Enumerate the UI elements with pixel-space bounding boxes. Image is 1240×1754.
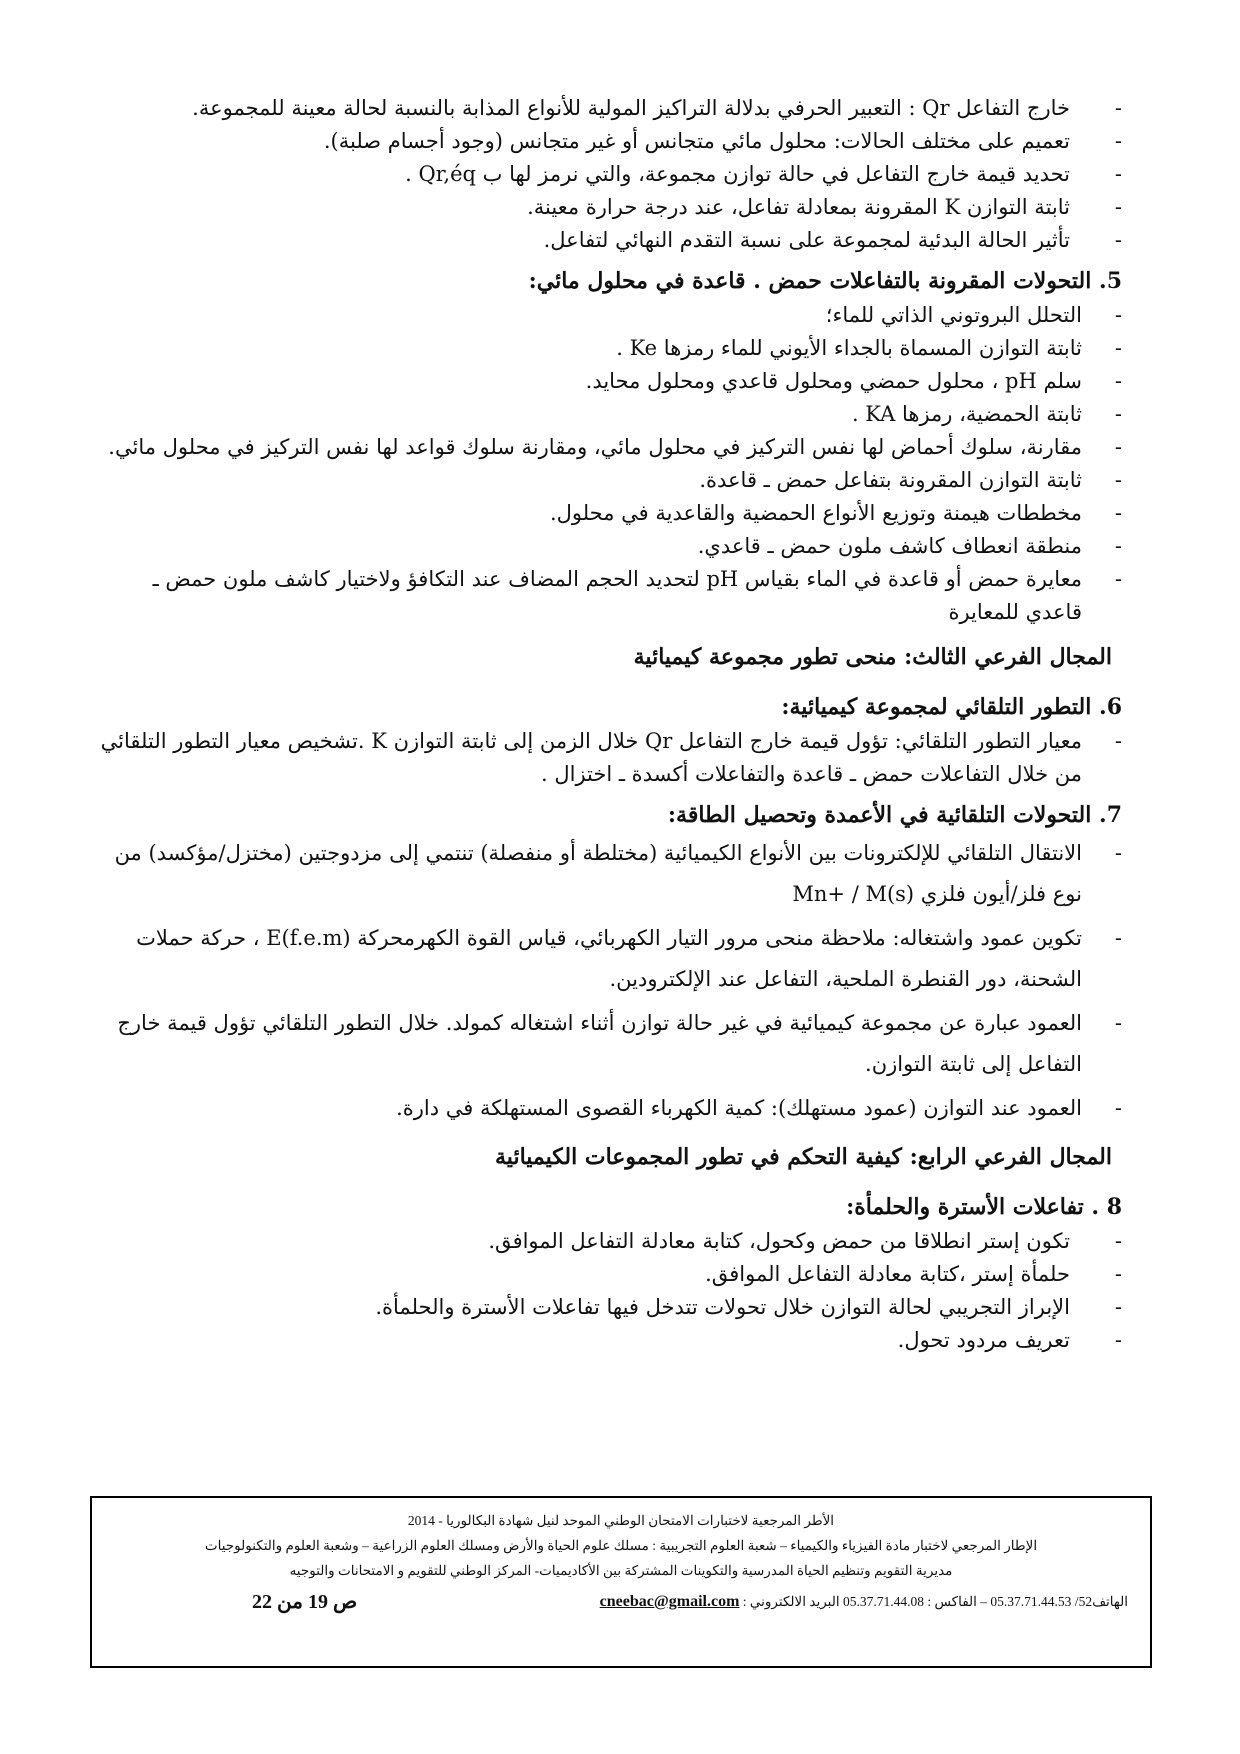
list-item: - العمود عبارة عن مجموعة كيميائية في غير حالة توازن أثناء اشتغاله كمولد. خلال التطور التلقائي تؤول قيمة خارج التفاعل إلى ثابتة التوازن. xyxy=(100,1003,1130,1085)
subdomain-3-title: المجال الفرعي الثالث: منحى تطور مجموعة كيميائية xyxy=(633,644,1112,670)
list-item: - مخططات هيمنة وتوزيع الأنواع الحمضية والقاعدية في محلول. xyxy=(100,497,1130,530)
list-item: - الإبراز التجريبي لحالة التوازن خلال تحولات تتدخل فيها تفاعلات الأسترة والحلمأة. xyxy=(100,1291,1130,1324)
list-item: - تعريف مردود تحول. xyxy=(100,1324,1130,1357)
list-item: - التحلل البروتوني الذاتي للماء؛ xyxy=(100,299,1130,332)
list-item: - مقارنة، سلوك أحماض لها نفس التركيز في محلول مائي، ومقارنة سلوك قواعد لها نفس التركيز في محلول مائي. xyxy=(100,431,1130,464)
footer-phone-fax: الهاتف52/ 05.37.71.44.53 – الفاكس : 05.37.71.44.08 البريد الالكتروني : xyxy=(742,1594,1128,1609)
footer-contact-row xyxy=(92,1583,1150,1615)
list-item: - ثابتة التوازن K المقرونة بمعادلة تفاعل، عند درجة حرارة معينة. xyxy=(100,191,1130,224)
list-item: - تأثير الحالة البدئية لمجموعة على نسبة التقدم النهائي لتفاعل. xyxy=(100,224,1130,257)
subdomain-4-title: المجال الفرعي الرابع: كيفية التحكم في تطور المجموعات الكيميائية xyxy=(495,1144,1112,1170)
list-item: - حلمأة إستر ،كتابة معادلة التفاعل الموافق. xyxy=(100,1258,1130,1291)
document-body xyxy=(100,92,1130,1357)
footer-contact xyxy=(600,1589,1128,1615)
section-5-title: 5. التحولات المقرونة بالتفاعلات حمض . قاعدة في محلول مائي: xyxy=(528,268,1122,294)
list-item: - ثابتة الحمضية، رمزها KA . xyxy=(100,398,1130,431)
footer-email-link[interactable]: cneebac@gmail.com xyxy=(599,1593,740,1610)
list-item: - العمود عند التوازن (عمود مستهلك): كمية الكهرباء القصوى المستهلكة في دارة. xyxy=(100,1088,1130,1129)
page-footer xyxy=(90,1496,1152,1668)
footer-title: الأطر المرجعية لاختبارات الامتحان الوطني الموحد لنيل شهادة البكالوريا - 2014 xyxy=(407,1513,835,1528)
list-item: - سلم pH ، محلول حمضي ومحلول قاعدي ومحلول محايد. xyxy=(100,365,1130,398)
footer-directorate: مديرية التقويم وتنظيم الحياة المدرسية والتكوينات المشتركة بين الأكاديميات- المركز الوطني للتقويم و الامتحانات والتوجيه xyxy=(289,1563,953,1578)
section-7-list xyxy=(100,833,1130,1129)
list-item: - خارج التفاعل Qr : التعبير الحرفي بدلالة التراكيز المولية للأنواع المذابة بالنسبة لحالة معينة للمجموعة. xyxy=(100,92,1130,125)
list-item: - معيار التطور التلقائي: تؤول قيمة خارج التفاعل Qr خلال الزمن إلى ثابتة التوازن K .تشخيص معيار التطور التلقائي من خلال التفاعلات حمض ـ قاعدة والتفاعلات أكسدة ـ اختزال . xyxy=(100,725,1130,791)
section-6-title: 6. التطور التلقائي لمجموعة كيميائية: xyxy=(781,694,1122,720)
list-item: - ثابتة التوازن المسماة بالجداء الأيوني للماء رمزها Ke . xyxy=(100,332,1130,365)
footer-subtitle: الإطار المرجعي لاختبار مادة الفيزياء والكيمياء – شعبة العلوم التجريبية : مسلك علوم الحياة والأرض ومسلك العلوم الزراعية – وشعبة العلوم والتكنولوجيات xyxy=(204,1538,1038,1553)
section-8-title: 8 . تفاعلات الأسترة والحلمأة: xyxy=(846,1194,1122,1220)
list-item: - ثابتة التوازن المقرونة بتفاعل حمض ـ قاعدة. xyxy=(100,464,1130,497)
section-8-list xyxy=(100,1225,1130,1357)
section-7-title: 7. التحولات التلقائية في الأعمدة وتحصيل الطاقة: xyxy=(667,802,1122,828)
page-number: ص 19 من 22 xyxy=(252,1591,358,1613)
list-item: - تكون إستر انطلاقا من حمض وكحول، كتابة معادلة التفاعل الموافق. xyxy=(100,1225,1130,1258)
list-item: - تعميم على مختلف الحالات: محلول مائي متجانس أو غير متجانس (وجود أجسام صلبة). xyxy=(100,125,1130,158)
list-item: - تكوين عمود واشتغاله: ملاحظة منحى مرور التيار الكهربائي، قياس القوة الكهرمحركة E(f.e.m) ، حركة حملات الشحنة، دور القنطرة الملحية، التفاعل عند الإلكترودين. xyxy=(100,918,1130,1000)
list-item: - معايرة حمض أو قاعدة في الماء بقياس pH لتحديد الحجم المضاف عند التكافؤ ولاختيار كاشف ملون حمض ـ قاعدي للمعايرة xyxy=(100,563,1130,629)
list-item: - الانتقال التلقائي للإلكترونات بين الأنواع الكيميائية (مختلطة أو منفصلة) تنتمي إلى مزدوجتين (مختزل/مؤكسد) من نوع فلز/أيون فلزي Mn+ / M(s) xyxy=(100,833,1130,915)
quotient-list xyxy=(100,92,1130,257)
list-item: - تحديد قيمة خارج التفاعل في حالة توازن مجموعة، والتي نرمز لها ب Qr,éq . xyxy=(100,158,1130,191)
section-5-list xyxy=(100,299,1130,629)
list-item: - منطقة انعطاف كاشف ملون حمض ـ قاعدي. xyxy=(100,530,1130,563)
section-6-list xyxy=(100,725,1130,791)
